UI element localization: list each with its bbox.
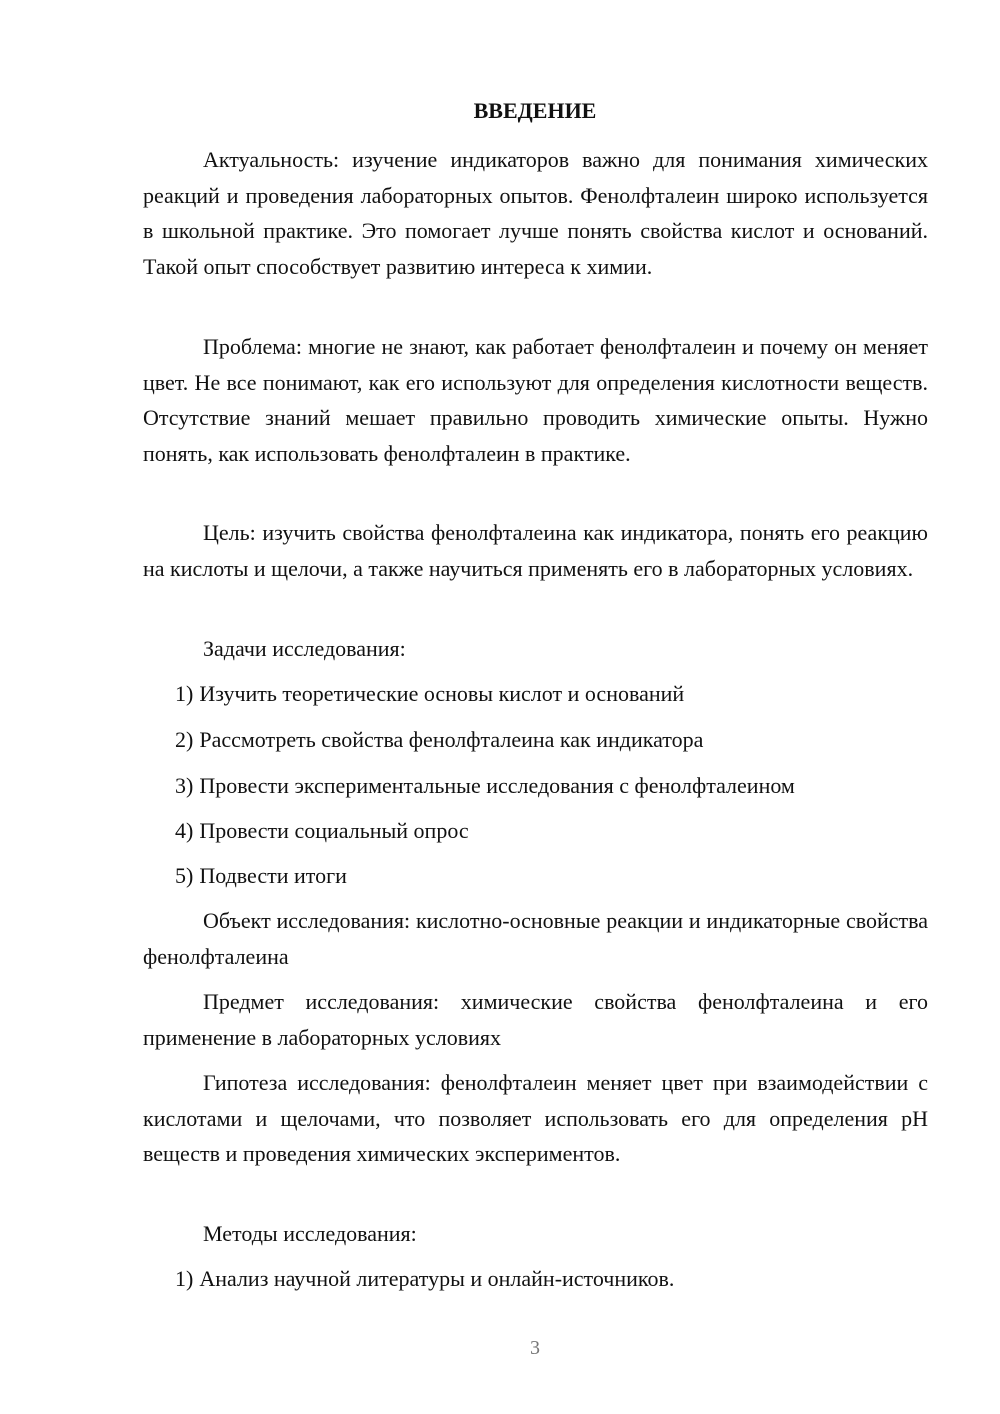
task-number: 2) <box>175 727 194 752</box>
hypothesis-paragraph: Гипотеза исследования: фенолфталеин меняет цвет при взаимодействии с кислотами и щелочами, что позволяет использовать его для определения pH веществ и проведения химических экспериментов. <box>143 1070 928 1166</box>
task-item-4 <box>175 813 935 849</box>
relevance-paragraph: Актуальность: изучение индикаторов важно для понимания химических реакций и проведения лабораторных опытов. Фенолфталеин широко используется в школьной практике. Это помогает лучше понять свойства кислот и оснований. Такой опыт способствует развитию интереса к химии. <box>143 147 928 279</box>
task-text: Провести экспериментальные исследования с фенолфталеином <box>199 773 795 798</box>
task-text: Провести социальный опрос <box>199 818 469 843</box>
page-number: 3 <box>530 1337 540 1359</box>
method-item-1 <box>175 1261 935 1297</box>
task-number: 4) <box>175 818 194 843</box>
task-item-3 <box>175 768 935 804</box>
task-item-5 <box>175 858 935 894</box>
section-title: ВВЕДЕНИЕ <box>473 98 597 123</box>
method-number: 1) <box>175 1266 194 1291</box>
task-item-1 <box>175 676 935 712</box>
task-number: 1) <box>175 681 194 706</box>
tasks-heading: Задачи исследования: <box>203 636 406 661</box>
goal-paragraph: Цель: изучить свойства фенолфталеина как индикатора, понять его реакцию на кислоты и щелочи, а также научиться применять его в лабораторных условиях. <box>143 520 928 581</box>
task-number: 5) <box>175 863 194 888</box>
method-text: Анализ научной литературы и онлайн-источников. <box>199 1266 675 1291</box>
subject-paragraph: Предмет исследования: химические свойства фенолфталеина и его применение в лабораторных условиях <box>143 989 928 1050</box>
object-paragraph: Объект исследования: кислотно-основные реакции и индикаторные свойства фенолфталеина <box>143 908 928 969</box>
task-text: Рассмотреть свойства фенолфталеина как индикатора <box>199 727 704 752</box>
task-text: Подвести итоги <box>199 863 347 888</box>
task-number: 3) <box>175 773 194 798</box>
task-item-2 <box>175 722 935 758</box>
task-text: Изучить теоретические основы кислот и оснований <box>199 681 685 706</box>
methods-heading: Методы исследования: <box>203 1221 417 1246</box>
problem-paragraph: Проблема: многие не знают, как работает фенолфталеин и почему он меняет цвет. Не все понимают, как его используют для определения кислотности веществ. Отсутствие знаний мешает правильно проводить химические опыты. Нужно понять, как использовать фенолфталеин в практике. <box>143 334 928 466</box>
